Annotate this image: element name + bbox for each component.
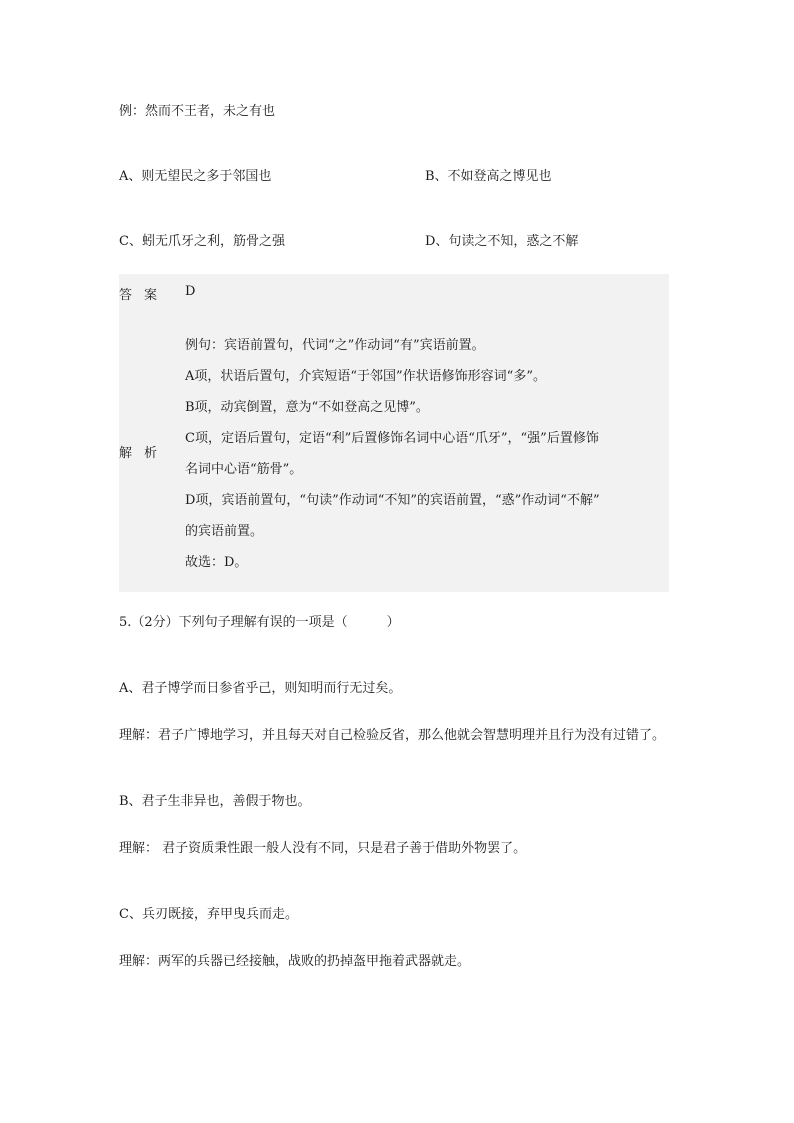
analysis-line: B项，动宾倒置，意为“不如登高之见博”。 [185, 400, 429, 415]
q5-stem: 5.（2分）下列句子理解有误的一项是（ ） [119, 615, 400, 630]
q5-option-a: A、君子博学而日参省乎己，则知明而行无过矣。 [119, 681, 402, 696]
answer-value: D [185, 284, 196, 299]
answer-label: 答案 [119, 288, 170, 303]
analysis-line: 例句：宾语前置句，代词“之”作动词“有”宾语前置。 [185, 338, 485, 353]
analysis-label: 解析 [119, 446, 170, 461]
answer-panel [119, 274, 669, 592]
analysis-line: D项，宾语前置句，“句读”作动词“不知”的宾语前置，“惑”作动词“不解” [185, 493, 600, 508]
q4-option-a: A、则无望民之多于邻国也 [119, 169, 272, 184]
analysis-text [185, 330, 669, 578]
analysis-line: C项，定语后置句，定语“利”后置修饰名词中心语“爪牙”，“强”后置修饰 [185, 431, 599, 446]
example-sentence: 例：然而不王者，未之有也 [119, 104, 276, 119]
q5-understanding-a: 理解：君子广博地学习，并且每天对自己检验反省，那么他就会智慧明理并且行为没有过错了。 [119, 728, 666, 743]
q4-option-d: D、句读之不知，惑之不解 [425, 234, 579, 249]
q5-understanding-c: 理解：两军的兵器已经接触，战败的扔掉盔甲拖着武器就走。 [119, 954, 471, 969]
q4-option-b: B、不如登高之博见也 [425, 169, 552, 184]
analysis-line: 名词中心语“筋骨”。 [185, 462, 303, 477]
analysis-line: 故选：D。 [185, 555, 248, 570]
q4-option-c: C、蚓无爪牙之利，筋骨之强 [119, 234, 285, 249]
analysis-line: A项，状语后置句，介宾短语“于邻国”作状语修饰形容词“多”。 [185, 369, 546, 384]
q5-understanding-b: 理解： 君子资质秉性跟一般人没有不同，只是君子善于借助外物罢了。 [119, 841, 527, 856]
q5-option-b: B、君子生非异也，善假于物也。 [119, 794, 311, 809]
analysis-line: 的宾语前置。 [185, 524, 264, 539]
q5-option-c: C、兵刃既接，弃甲曳兵而走。 [119, 907, 298, 922]
